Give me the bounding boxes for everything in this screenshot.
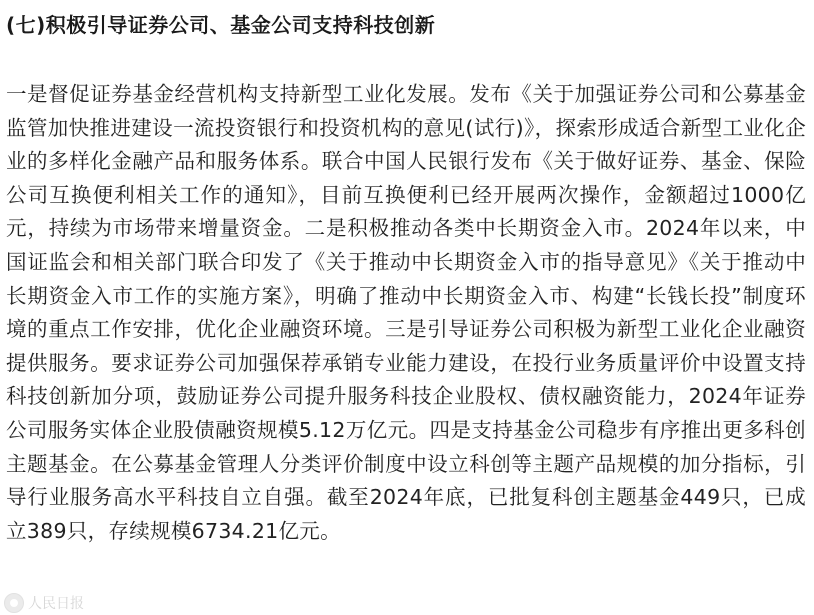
article-paragraph: 一是督促证券基金经营机构支持新型工业化发展。发布《关于加强证券公司和公募基金监管加快推进建设一流投资银行和投资机构的意见(试行)》，探索形成适合新型工业化企业的多样化金融产品和服务体系。联合中国人民银行发布《关于做好证券、基金、保险公司互换便利相关工作的通知》，目前互换便利已经开展两次操作，金额超过1000亿元，持续为市场带来增量资金。二是积极推动各类中长期资金入市。2024年以来，中国证监会和相关部门联合印发了《关于推动中长期资金入市的指导意见》《关于推动中长期资金入市工作的实施方案》，明确了推动中长期资金入市、构建“长钱长投”制度环境的重点工作安排，优化企业融资环境。三是引导证券公司积极为新型工业化企业融资提供服务。要求证券公司加强保荐承销专业能力建设，在投行业务质量评价中设置支持科技创新加分项，鼓励证券公司提升服务科技企业股权、债权融资能力，2024年证券公司服务实体企业股债融资规模5.12万亿元。四是支持基金公司稳步有序推出更多科创主题基金。在公募基金管理人分类评价制度中设立科创等主题产品规模的加分指标，引导行业服务高水平科技自立自强。截至2024年底，已批复科创主题基金449只，已成立389只，存续规模6734.21亿元。 (6, 82, 806, 543)
section-heading: (七)积极引导证券公司、基金公司支持科技创新 (6, 13, 436, 37)
watermark (4, 593, 84, 613)
logo-circle-icon (4, 593, 24, 613)
article (6, 0, 806, 548)
watermark-text: 人民日报 (28, 596, 84, 612)
